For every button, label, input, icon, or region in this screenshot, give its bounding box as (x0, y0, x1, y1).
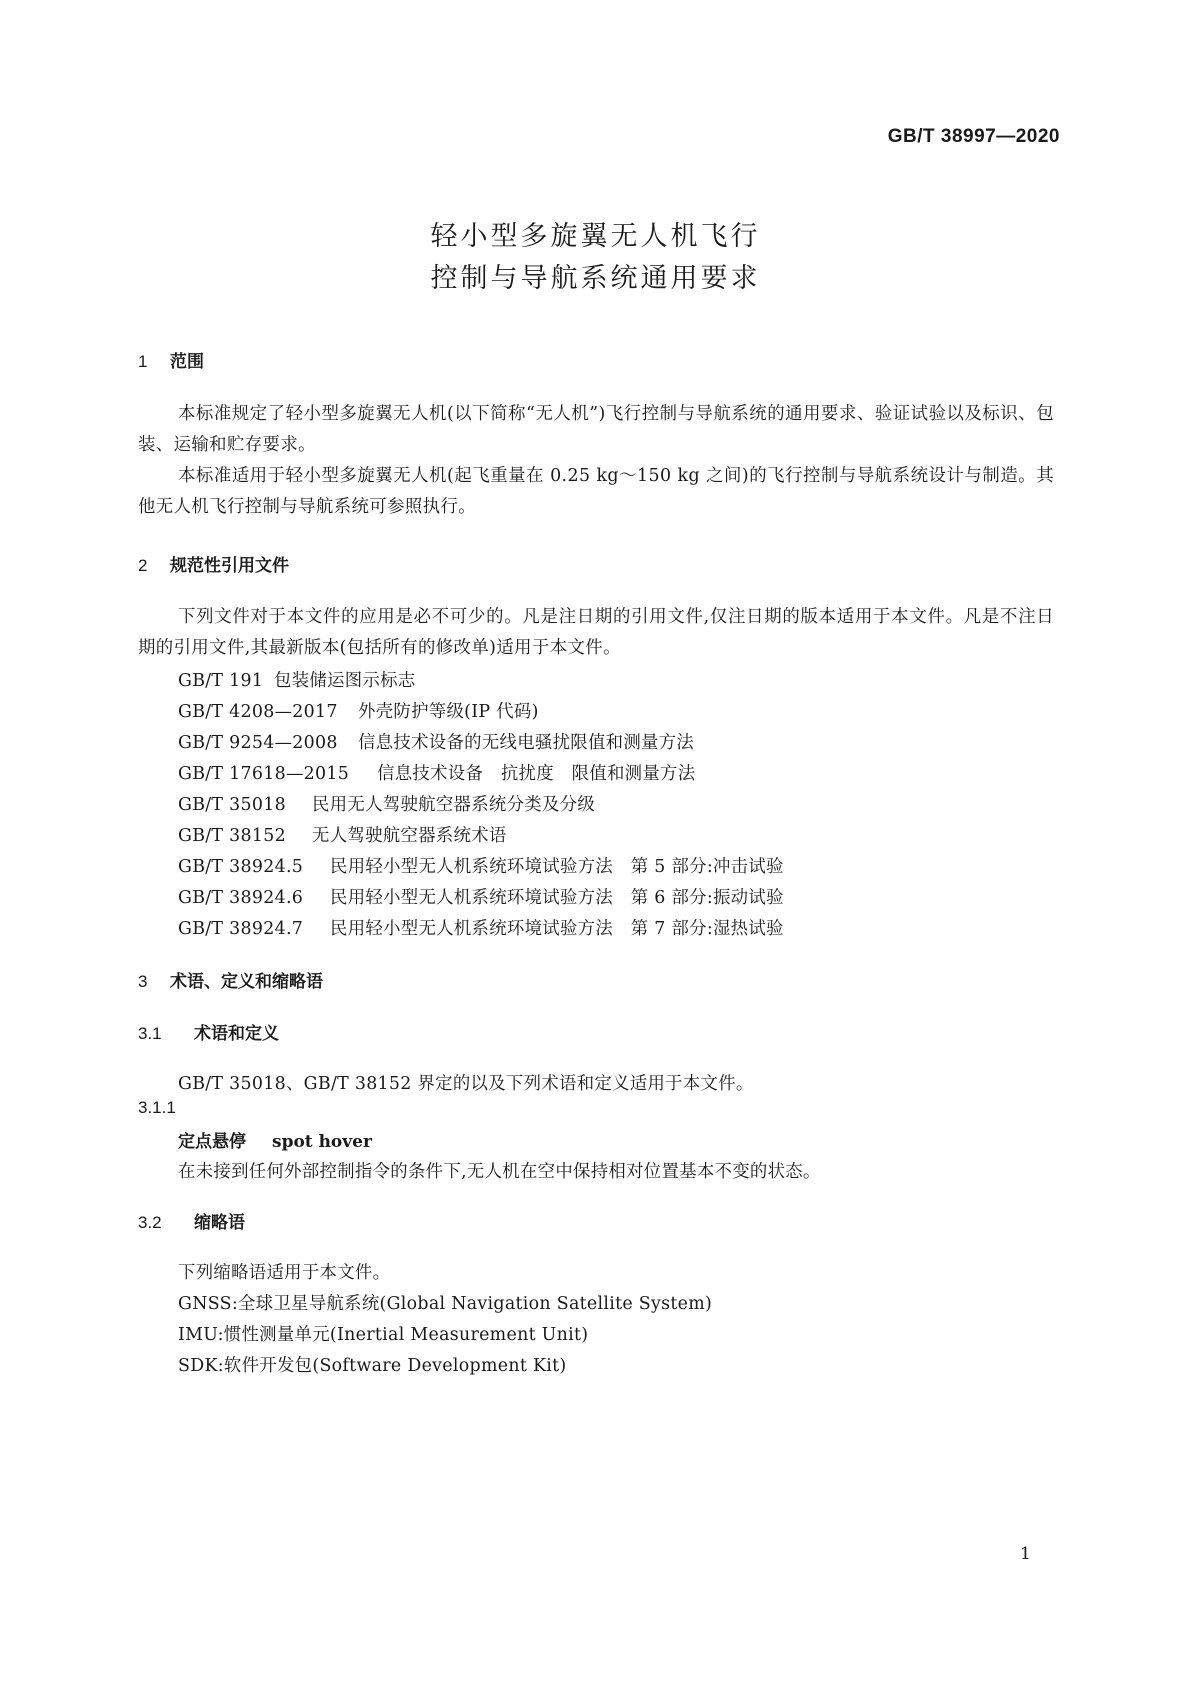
term-name (178, 1127, 372, 1152)
section-2-intro (138, 602, 1054, 664)
section-1-body (138, 399, 1054, 523)
section-title: 规范性引用文件 (170, 556, 289, 576)
term-name-zh: 定点悬停 (178, 1132, 246, 1152)
reference-title: 信息技术设备 抗扰度 限值和测量方法 (377, 764, 696, 784)
paragraph: 本标准适用于轻小型多旋翼无人机(起飞重量在 0.25 kg～150 kg 之间)的飞行控制与导航系统设计与制造。其他无人机飞行控制与导航系统可参照执行。 (138, 466, 1054, 517)
section-title: 范围 (170, 352, 204, 372)
reference-title: 民用轻小型无人机系统环境试验方法 第 6 部分:振动试验 (330, 888, 784, 908)
reference-title: 民用无人驾驶航空器系统分类及分级 (312, 795, 596, 815)
reference-title: 民用轻小型无人机系统环境试验方法 第 5 部分:冲击试验 (330, 857, 784, 877)
reference-code: GB/T 38152 (178, 826, 286, 846)
reference-code: GB/T 4208—2017 (178, 702, 338, 722)
section-2-heading (138, 551, 289, 576)
section-3-heading (138, 967, 323, 992)
section-1-heading (138, 347, 204, 372)
reference-item (178, 759, 695, 784)
reference-title: 民用轻小型无人机系统环境试验方法 第 7 部分:湿热试验 (330, 919, 784, 939)
subsection-title: 缩略语 (194, 1213, 245, 1233)
paragraph: 下列文件对于本文件的应用是必不可少的。凡是注日期的引用文件,仅注日期的版本适用于本文件。凡是不注日期的引用文件,其最新版本(包括所有的修改单)适用于本文件。 (138, 607, 1054, 658)
subsection-3-1-intro: GB/T 35018、GB/T 38152 界定的以及下列术语和定义适用于本文件。 (178, 1074, 754, 1094)
section-number: 3 (138, 972, 148, 991)
reference-title: 无人驾驶航空器系统术语 (312, 826, 507, 846)
reference-title: 包装储运图示标志 (274, 671, 416, 691)
reference-item (178, 883, 784, 908)
reference-code: GB/T 38924.6 (178, 888, 304, 908)
abbreviation-item: SDK:软件开发包(Software Development Kit) (178, 1356, 567, 1376)
section-number: 2 (138, 556, 148, 575)
subsection-3-2-heading (138, 1208, 245, 1233)
reference-item (178, 790, 595, 815)
page-number: 1 (1020, 1544, 1031, 1564)
reference-item (178, 666, 416, 691)
reference-title: 信息技术设备的无线电骚扰限值和测量方法 (358, 733, 695, 753)
document-title-line-1: 轻小型多旋翼无人机飞行 (430, 221, 761, 252)
subsection-3-1-heading (138, 1019, 279, 1044)
reference-code: GB/T 191 (178, 671, 264, 691)
reference-item (178, 728, 694, 753)
reference-title: 外壳防护等级(IP 代码) (358, 702, 539, 722)
section-number: 1 (138, 352, 148, 371)
paragraph: 本标准规定了轻小型多旋翼无人机(以下简称“无人机”)飞行控制与导航系统的通用要求、验证试验以及标识、包装、运输和贮存要求。 (138, 404, 1054, 455)
section-title: 术语、定义和缩略语 (170, 972, 323, 992)
abbreviation-item: IMU:惯性测量单元(Inertial Measurement Unit) (178, 1325, 589, 1345)
abbreviation-item: GNSS:全球卫星导航系统(Global Navigation Satellite System) (178, 1294, 713, 1314)
subsection-title: 术语和定义 (194, 1024, 279, 1044)
term-definition: 在未接到任何外部控制指令的条件下,无人机在空中保持相对位置基本不变的状态。 (178, 1162, 821, 1182)
subsection-number: 3.1 (138, 1024, 162, 1043)
reference-code: GB/T 38924.5 (178, 857, 304, 877)
reference-item (178, 914, 784, 939)
subsection-3-2-intro: 下列缩略语适用于本文件。 (178, 1263, 391, 1283)
reference-code: GB/T 9254—2008 (178, 733, 338, 753)
subsection-number: 3.2 (138, 1213, 162, 1232)
reference-code: GB/T 38924.7 (178, 919, 304, 939)
reference-item (178, 821, 507, 846)
term-name-en: spot hover (272, 1132, 372, 1152)
term-number: 3.1.1 (138, 1098, 176, 1117)
reference-code: GB/T 35018 (178, 795, 286, 815)
reference-item (178, 852, 784, 877)
reference-item (178, 697, 539, 722)
document-title-line-2: 控制与导航系统通用要求 (430, 263, 761, 294)
standard-number: GB/T 38997—2020 (887, 126, 1060, 147)
reference-code: GB/T 17618—2015 (178, 764, 350, 784)
